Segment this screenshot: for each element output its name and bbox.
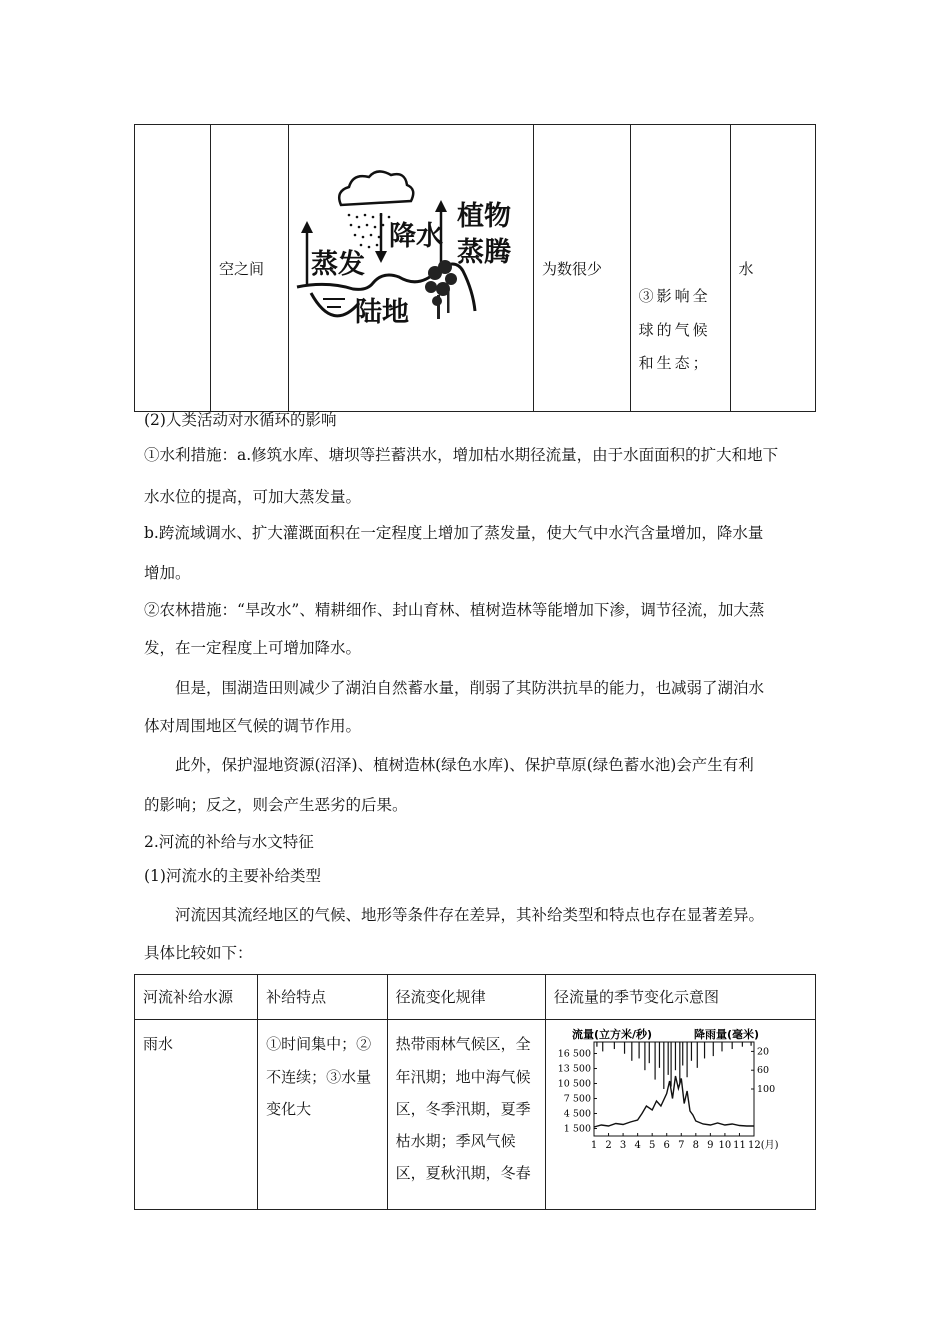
y-tick-label: 7 500 — [563, 1093, 591, 1105]
y-right-label: 降雨量(毫米) — [693, 1028, 760, 1042]
tree-icon — [425, 260, 457, 319]
land-label: 陆地 — [354, 297, 409, 328]
water-cycle-diagram — [289, 125, 533, 407]
x-tick-label: 12(月) — [747, 1140, 779, 1152]
table-row — [135, 1020, 816, 1210]
y-tick-label: 16 500 — [557, 1048, 591, 1060]
x-tick-label: 5 — [648, 1140, 656, 1152]
x-tick-label: 6 — [663, 1140, 670, 1152]
runoff-chart — [554, 1026, 784, 1166]
transp-label-line1: 植物 — [456, 201, 511, 232]
table1-col6-text: 水 — [738, 259, 754, 278]
paragraph: 水水位的提高，可加大蒸发量。 — [144, 488, 362, 506]
evap-label: 蒸发 — [310, 249, 365, 280]
pattern-cell: 热带雨林气候区，全年汛期；地中海气候区，冬季汛期，夏季枯水期；季风气候区，夏秋汛期，冬春 — [387, 1020, 545, 1210]
x-tick-label: 2 — [605, 1140, 612, 1152]
paragraph: (2)人类活动对水循环的影响 — [144, 411, 337, 429]
x-tick-label: 11 — [733, 1140, 746, 1152]
table1-col2-text: 空之间 — [219, 259, 265, 278]
precip-arrowhead — [375, 251, 387, 263]
y-right-tick-label: 60 — [756, 1065, 770, 1077]
water-cycle-table — [134, 124, 816, 412]
y-tick-label: 13 500 — [557, 1063, 591, 1075]
table1-cell-4 — [533, 125, 630, 412]
table1-col4-text: 为数很少 — [541, 259, 602, 278]
paragraph: ②农林措施：“旱改水”、精耕细作、封山育林、植树造林等能增加下渗，调节径流，加大蒸 — [144, 601, 765, 619]
subsection-heading: (1)河流水的主要补给类型 — [144, 867, 321, 885]
rain-dots-icon — [348, 214, 391, 249]
paragraph: 发，在一定程度上可增加降水。 — [144, 639, 362, 657]
header-cell: 补给特点 — [258, 975, 388, 1020]
evap-arrowhead — [301, 221, 313, 233]
chart-cell — [545, 1020, 815, 1210]
x-tick-label: 4 — [634, 1140, 641, 1152]
y-right-tick-label: 20 — [756, 1046, 770, 1058]
y-right-tick-label: 100 — [756, 1084, 776, 1096]
paragraph: 但是，围湖造田则减少了湖泊自然蓄水量，削弱了其防洪抗旱的能力，也减弱了湖泊水 — [175, 679, 765, 697]
header-cell: 径流量的季节变化示意图 — [545, 975, 815, 1020]
y-tick-label: 10 500 — [557, 1078, 591, 1090]
paragraph: 此外，保护湿地资源(沼泽)、植树造林(绿色水库)、保护草原(绿色蓄水池)会产生有利 — [175, 756, 754, 774]
table1-cell-1 — [135, 125, 211, 412]
table1-cell-2 — [211, 125, 289, 412]
paragraph: b.跨流域调水、扩大灌溉面积在一定程度上增加了蒸发量，使大气中水汽含量增加，降水量 — [144, 524, 764, 542]
cloud-icon — [339, 171, 413, 205]
paragraph: ①水利措施：a.修筑水库、塘坝等拦蓄洪水，增加枯水期径流量，由于水面面积的扩大和地下 — [144, 446, 779, 464]
paragraph: 的影响；反之，则会产生恶劣的后果。 — [144, 796, 408, 814]
y-tick-label: 4 500 — [563, 1108, 591, 1120]
paragraph: 具体比较如下： — [144, 944, 253, 962]
source-cell: 雨水 — [135, 1020, 258, 1210]
x-tick-label: 7 — [678, 1140, 685, 1152]
table1-cell-5 — [630, 125, 730, 412]
flow-line — [594, 1076, 754, 1127]
table1-col5-text: ③影响全球的气候和生态； — [638, 286, 711, 373]
x-tick-label: 10 — [718, 1140, 732, 1152]
header-cell: 径流变化规律 — [387, 975, 545, 1020]
feature-cell: ①时间集中；②不连续；③水量变化大 — [258, 1020, 388, 1210]
lake-outline — [311, 293, 359, 316]
transp-label-line2: 蒸腾 — [456, 237, 511, 268]
x-tick-label: 3 — [619, 1140, 627, 1152]
paragraph: 体对周围地区气候的调节作用。 — [144, 717, 362, 735]
transp-arrowhead — [435, 200, 447, 212]
x-tick-label: 8 — [692, 1140, 699, 1152]
paragraph: 增加。 — [144, 564, 191, 582]
section-heading: 2.河流的补给与水文特征 — [144, 833, 314, 851]
table1-cell-6 — [730, 125, 815, 412]
water-cycle-diagram-cell — [288, 125, 533, 412]
river-recharge-table — [134, 974, 816, 1210]
paragraph: 河流因其流经地区的气候、地形等条件存在差异，其补给类型和特点也存在显著差异。 — [175, 906, 765, 924]
precip-label: 降水 — [388, 221, 443, 252]
y-tick-label: 1 500 — [563, 1123, 591, 1135]
x-tick-label: 9 — [707, 1140, 714, 1152]
header-cell: 河流补给水源 — [135, 975, 258, 1020]
x-tick-label: 1 — [590, 1140, 598, 1152]
table-header-row — [135, 975, 816, 1020]
y-left-label: 流量(立方米/秒) — [571, 1028, 653, 1042]
